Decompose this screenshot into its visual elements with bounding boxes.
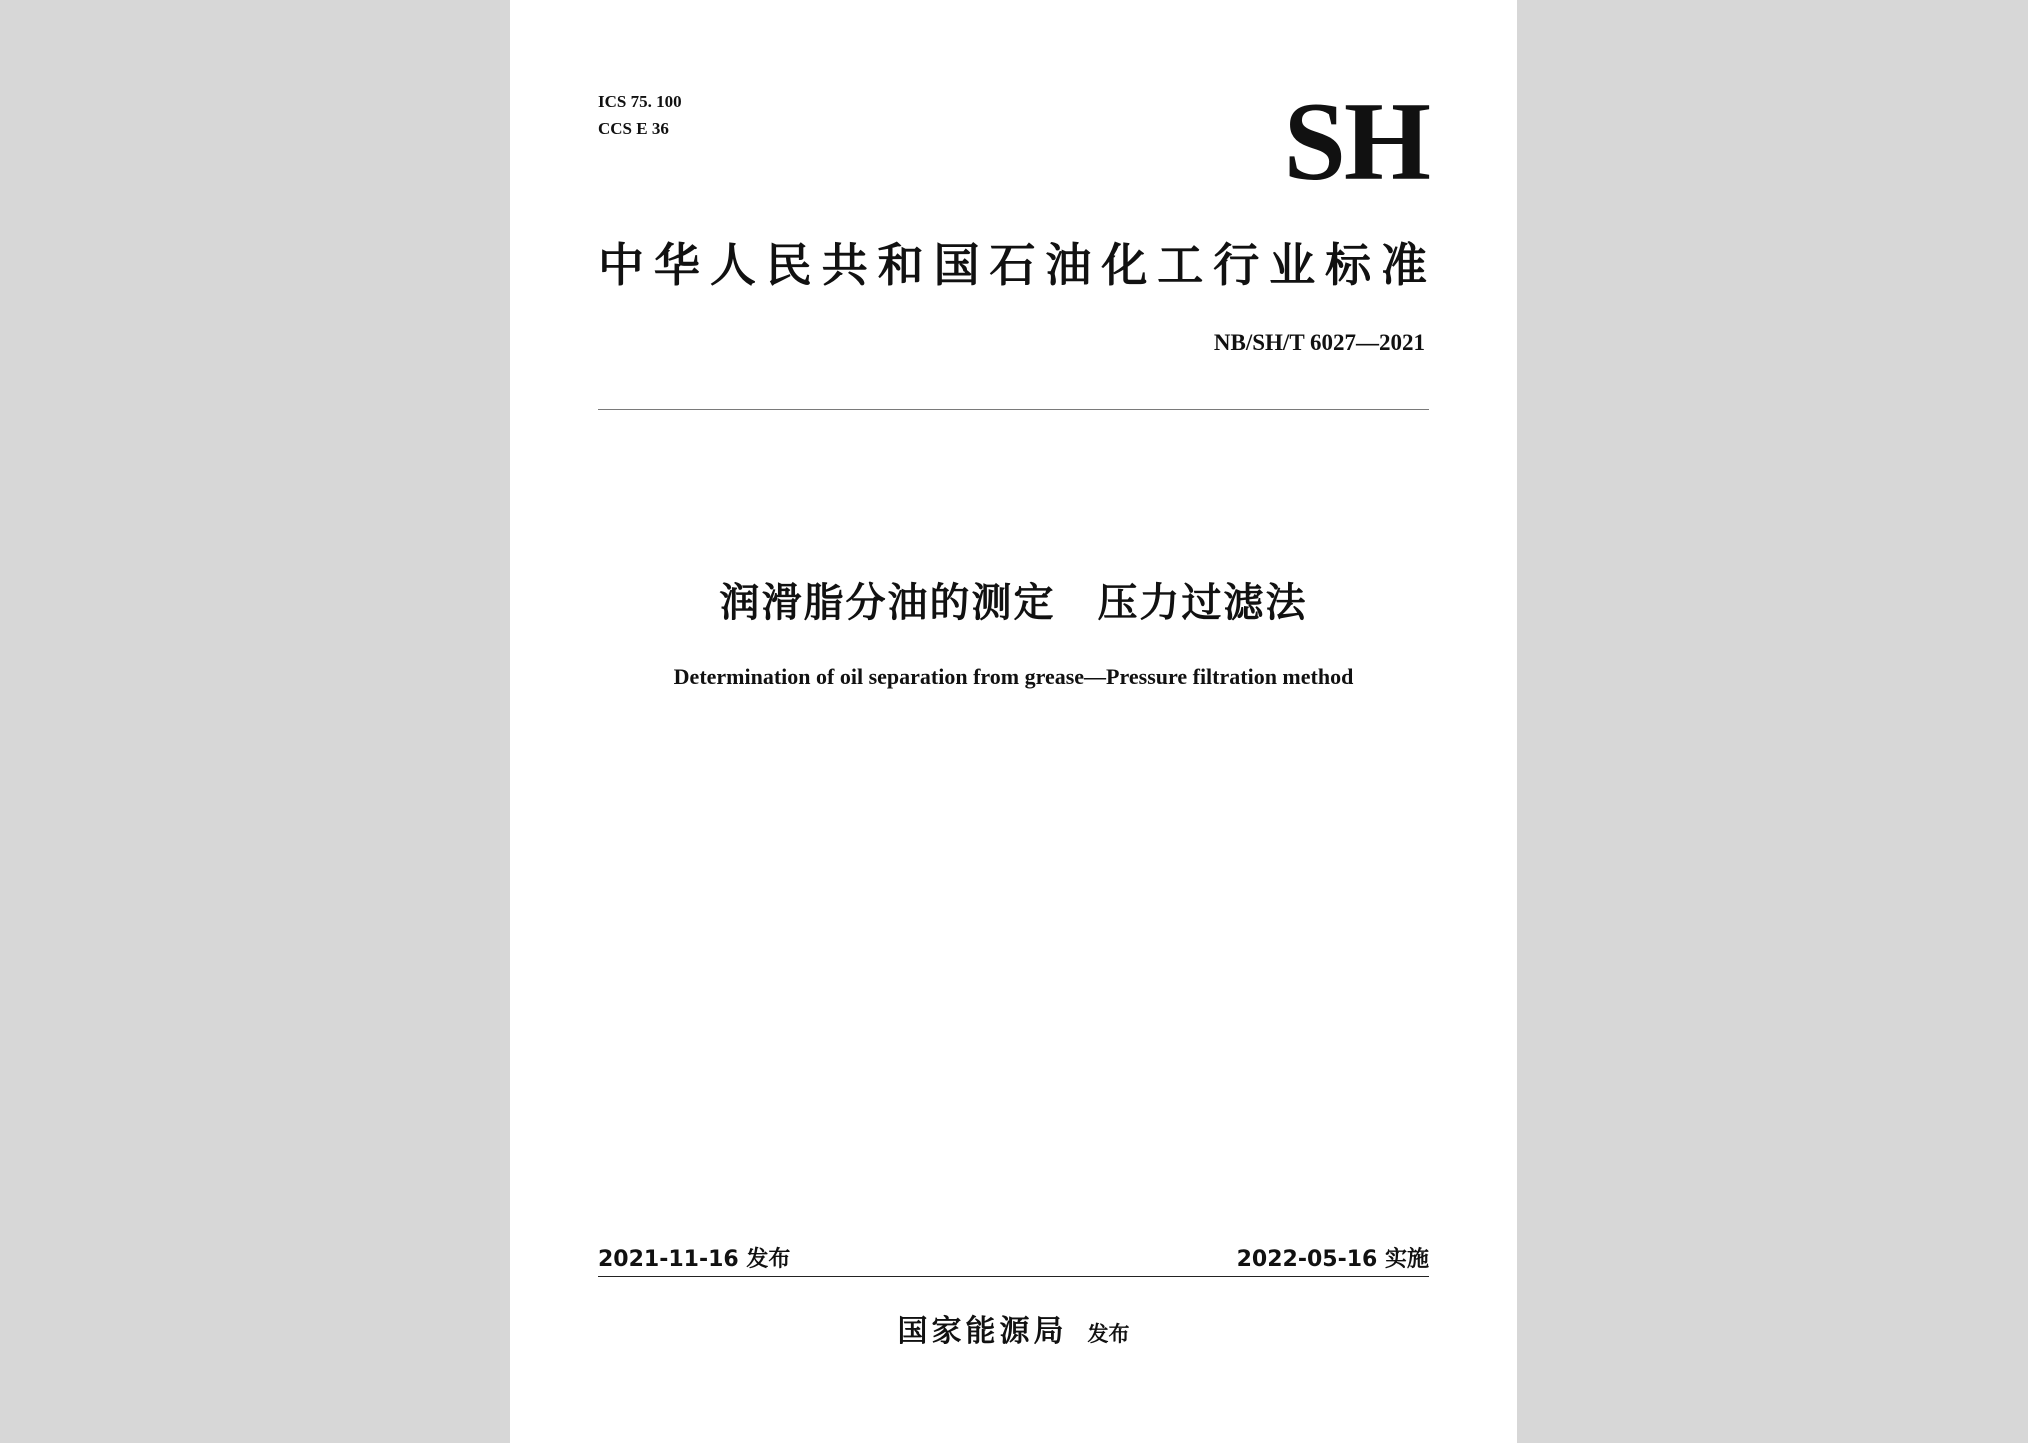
bottom-divider (598, 1276, 1429, 1277)
english-title: Determination of oil separation from grease—Pressure filtration method (673, 664, 1354, 689)
top-divider (598, 409, 1429, 410)
standard-number: NB/SH/T 6027—2021 (1213, 330, 1425, 355)
document-cover-page (510, 0, 1517, 1443)
ccs-code: CCS E 36 (598, 119, 669, 138)
implement-date: 2022-05-16 实施 (1236, 1247, 1429, 1272)
issuer-name: 国家能源局 (897, 1314, 1068, 1349)
chinese-title: 润滑脂分油的测定 压力过滤法 (719, 580, 1308, 626)
standard-logo: SH (1283, 80, 1429, 204)
issue-date: 2021-11-16 发布 (598, 1247, 791, 1272)
ics-code: ICS 75. 100 (598, 92, 682, 111)
classification-codes (598, 88, 682, 142)
industry-standard-title: 中华人民共和国石油化工行业标准 (598, 238, 1429, 292)
issuer-line (510, 1306, 1517, 1350)
issuer-action: 发布 (1087, 1322, 1130, 1346)
